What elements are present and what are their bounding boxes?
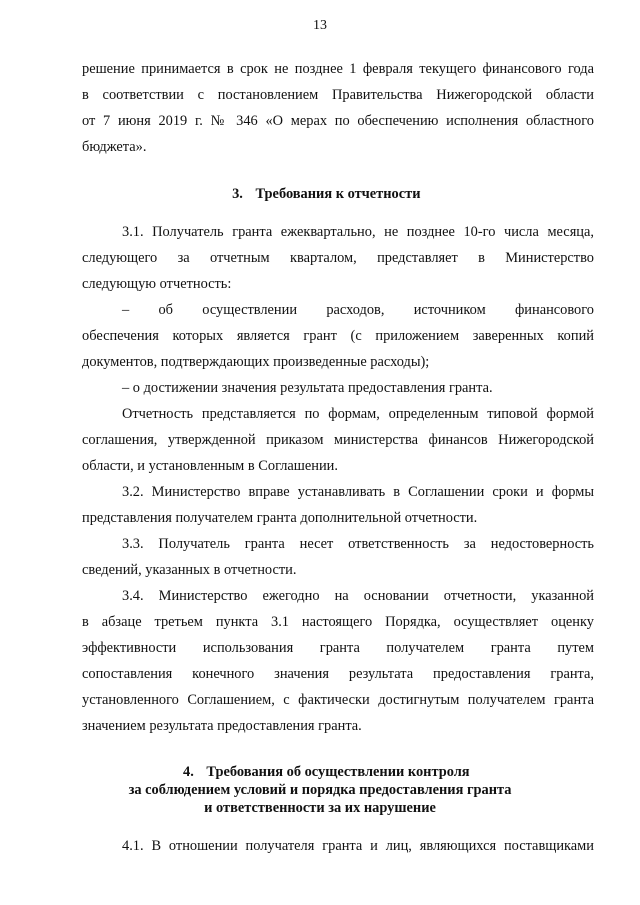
text-line: документов, подтверждающих произведенные расходы); — [82, 354, 430, 370]
text-line: 3.1. Получатель гранта ежеквартально, не позднее 10-го числа месяца, — [122, 224, 594, 240]
text-line: соглашения, утвержденной приказом министерства финансов Нижегородской — [82, 432, 594, 448]
section-3-title: Требования к отчетности — [255, 186, 421, 202]
text-line: 3.3. Получатель гранта несет ответственность за недостоверность — [122, 536, 594, 552]
text-line: эффективности использования гранта получателем гранта путем — [82, 640, 594, 656]
text-line: установленного Соглашением, с фактически достигнутым получателем гранта — [82, 692, 594, 708]
text-line: бюджета». — [82, 139, 147, 155]
text-line: следующего за отчетным кварталом, представляет в Министерство — [82, 250, 594, 266]
section-4-title-line-2: за соблюдением условий и порядка предоставления гранта — [128, 782, 512, 798]
text-line: от 7 июня 2019 г. № 346 «О мерах по обеспечению исполнения областного — [82, 113, 594, 129]
text-line: 3.4. Министерство ежегодно на основании отчетности, указанной — [122, 588, 594, 604]
text-line: в абзаце третьем пункта 3.1 настоящего Порядка, осуществляет оценку — [82, 614, 594, 630]
text-line: Отчетность представляется по формам, определенным типовой формой — [122, 406, 594, 422]
text-line: решение принимается в срок не позднее 1 февраля текущего финансового года — [82, 61, 594, 77]
section-4-title-line-3: и ответственности за их нарушение — [204, 800, 436, 816]
text-line: 4.1. В отношении получателя гранта и лиц, являющихся поставщиками — [122, 838, 594, 854]
text-line: представления получателем гранта дополнительной отчетности. — [82, 510, 478, 526]
section-4-number: 4. — [183, 764, 194, 780]
section-3-number: 3. — [232, 186, 243, 202]
section-4-title-line-1: Требования об осуществлении контроля — [206, 764, 470, 780]
text-line: обеспечения которых является грант (с приложением заверенных копий — [82, 328, 594, 344]
text-line: значением результата предоставления гранта. — [82, 718, 362, 734]
text-line: следующую отчетность: — [82, 276, 232, 292]
list-item-dash: – об осуществлении расходов, источником финансового — [122, 302, 594, 318]
page-number: 13 — [313, 18, 327, 33]
list-item-dash: – о достижении значения результата предоставления гранта. — [122, 380, 493, 396]
text-line: в соответствии с постановлением Правительства Нижегородской области — [82, 87, 594, 103]
section-3-heading — [0, 185, 640, 203]
section-4-heading-line-1 — [0, 763, 640, 781]
text-line: сведений, указанных в отчетности. — [82, 562, 297, 578]
text-line: сопоставления конечного значения результата предоставления гранта, — [82, 666, 594, 682]
text-line: области, и установленным в Соглашении. — [82, 458, 338, 474]
text-line: 3.2. Министерство вправе устанавливать в Соглашении сроки и формы — [122, 484, 594, 500]
